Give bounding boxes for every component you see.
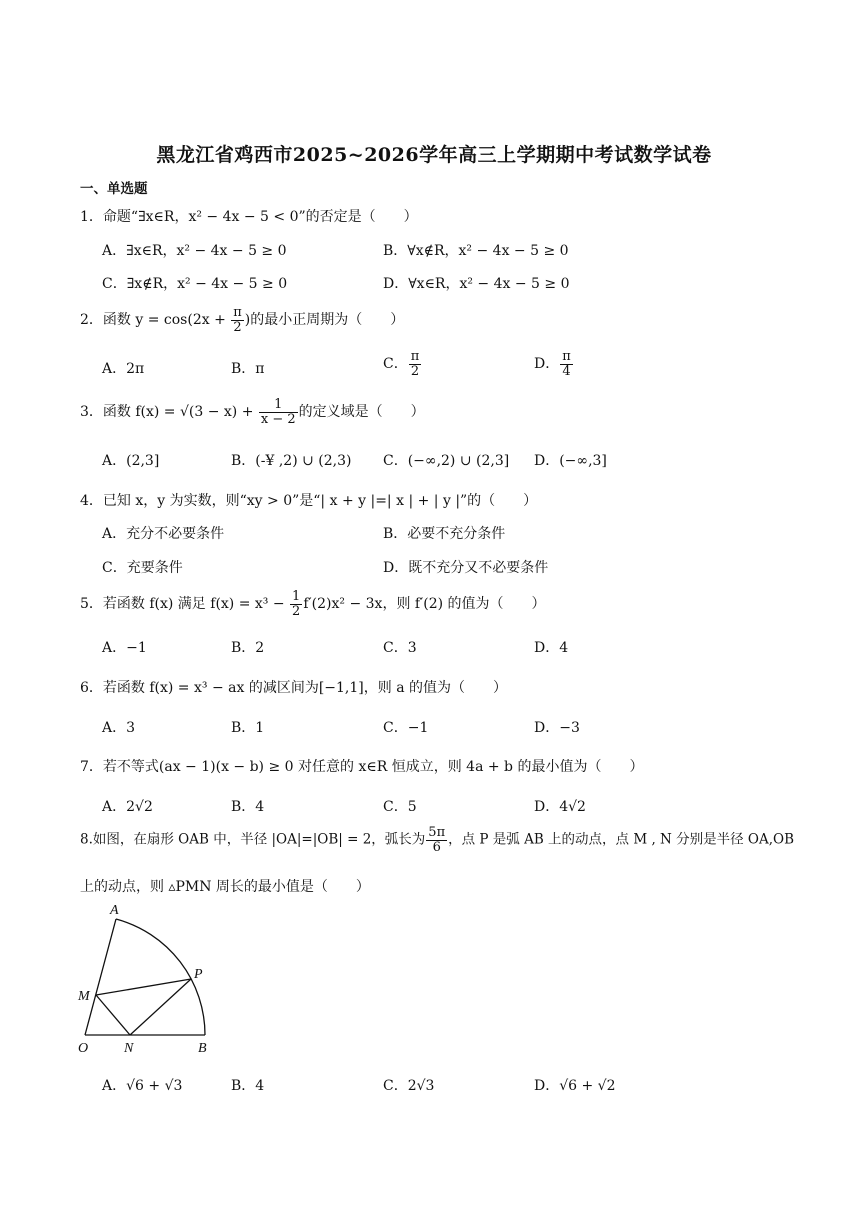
question-8-option-b: B．4 xyxy=(231,1078,265,1094)
question-6-option-d: D．−3 xyxy=(534,720,580,736)
option-d-fraction xyxy=(560,350,573,378)
fraction-numerator: 5π xyxy=(428,825,446,840)
question-4-option-b: B．必要不充分条件 xyxy=(383,526,506,542)
question-3-stem-post: 的定义域是（ ） xyxy=(298,404,425,421)
question-5-stem xyxy=(80,590,546,618)
section-heading: 一、单选题 xyxy=(80,181,148,197)
question-8-stem-post: ，点 P 是弧 AB 上的动点，点 M , N 分别是半径 OA,OB xyxy=(448,831,795,848)
question-3-stem xyxy=(80,398,425,426)
question-2-stem-pre: 2．函数 y = cos(2x + xyxy=(80,312,231,329)
label-n: N xyxy=(124,1041,134,1056)
label-b: B xyxy=(198,1041,207,1056)
question-8-stem-fraction xyxy=(426,826,447,854)
question-7-option-d: D．4√2 xyxy=(534,799,586,815)
question-4-option-a: A．充分不必要条件 xyxy=(102,526,225,542)
question-2-option-d xyxy=(534,350,574,378)
question-3-stem-fraction xyxy=(259,398,298,426)
question-3-option-c: C．(−∞,2) ∪ (2,3] xyxy=(383,453,510,469)
question-5-option-b: B．2 xyxy=(231,640,265,656)
question-3-stem-pre: 3．函数 f(x) = √(3 − x) + xyxy=(80,404,258,421)
question-4-option-c: C．充要条件 xyxy=(102,560,183,576)
fraction-denominator: 2 xyxy=(410,363,420,379)
question-6-stem: 6．若函数 f(x) = x³ − ax 的减区间为[−1,1]，则 a 的值为（ ） xyxy=(80,680,507,696)
fraction-denominator: x − 2 xyxy=(260,411,296,427)
question-6-option-a: A．3 xyxy=(102,720,136,736)
question-8-option-a: A．√6 + √3 xyxy=(102,1078,183,1094)
option-c-fraction xyxy=(409,350,422,378)
question-1-option-b: B．∀x∉R，x² − 4x − 5 ≥ 0 xyxy=(383,243,569,259)
question-8-option-c: C．2√3 xyxy=(383,1078,435,1094)
option-letter: D． xyxy=(534,356,560,373)
question-5-stem-post: f′(2)x² − 3x，则 f′(2) 的值为（ ） xyxy=(303,596,546,613)
fraction-numerator: π xyxy=(410,349,420,364)
label-a: A xyxy=(110,903,119,918)
question-2-option-a: A．2π xyxy=(102,361,145,377)
question-5-option-a: A．−1 xyxy=(102,640,147,656)
radius-oa-line xyxy=(85,919,116,1035)
fraction-numerator: 1 xyxy=(259,398,298,413)
question-8-stem-line2: 上的动点，则 ▵PMN 周长的最小值是（ ） xyxy=(80,879,370,895)
question-3-option-d: D．(−∞,3] xyxy=(534,453,607,469)
question-4-option-d: D．既不充分又不必要条件 xyxy=(383,560,549,576)
arc-ab xyxy=(116,919,205,1035)
fraction-denominator: 6 xyxy=(432,839,441,855)
question-8-stem xyxy=(80,826,794,854)
question-1-option-c: C．∃x∉R，x² − 4x − 5 ≥ 0 xyxy=(102,276,288,292)
question-2-stem-fraction xyxy=(231,306,244,334)
question-1-stem: 1．命题“∃x∈R，x² − 4x − 5 < 0”的否定是（ ） xyxy=(80,209,418,225)
label-p: P xyxy=(194,967,203,982)
fraction-denominator: 4 xyxy=(562,363,571,379)
question-7-stem: 7．若不等式(ax − 1)(x − b) ≥ 0 对任意的 x∈R 恒成立，则 4a + b 的最小值为（ ） xyxy=(80,759,644,775)
question-6-option-c: C．−1 xyxy=(383,720,429,736)
question-5-option-d: D．4 xyxy=(534,640,569,656)
question-7-option-c: C．5 xyxy=(383,799,417,815)
question-5-stem-fraction xyxy=(290,590,302,618)
question-8-option-d: D．√6 + √2 xyxy=(534,1078,616,1094)
question-8-stem-pre: 8.如图，在扇形 OAB 中，半径 |OA|=|OB| = 2，弧长为 xyxy=(80,831,426,848)
question-5-stem-pre: 5．若函数 f(x) 满足 f(x) = x³ − xyxy=(80,596,290,613)
segment-mn xyxy=(96,995,130,1035)
question-6-option-b: B．1 xyxy=(231,720,265,736)
label-m: M xyxy=(78,989,90,1004)
question-3-option-b: B．(-¥ ,2) ∪ (2,3) xyxy=(231,453,352,469)
question-2-option-c xyxy=(383,350,422,378)
fraction-denominator: 2 xyxy=(292,603,301,619)
question-7-option-b: B．4 xyxy=(231,799,265,815)
sector-figure xyxy=(70,900,220,1060)
fraction-numerator: π xyxy=(233,305,242,320)
question-1-option-a: A．∃x∈R，x² − 4x − 5 ≥ 0 xyxy=(102,243,287,259)
question-4-stem: 4．已知 x，y 为实数，则“xy > 0”是“| x + y |=| x | + | y |”的（ ） xyxy=(80,493,538,509)
label-o: O xyxy=(78,1041,89,1056)
option-letter: C． xyxy=(383,356,408,373)
fraction-numerator: 1 xyxy=(292,589,301,604)
question-7-option-a: A．2√2 xyxy=(102,799,153,815)
question-2-stem xyxy=(80,306,404,334)
fraction-numerator: π xyxy=(562,349,571,364)
question-5-option-c: C．3 xyxy=(383,640,417,656)
question-2-option-b: B．π xyxy=(231,361,265,377)
question-3-option-a: A．(2,3] xyxy=(102,453,160,469)
question-2-stem-post: )的最小正周期为（ ） xyxy=(244,312,405,329)
page-title: 黑龙江省鸡西市2025~2026学年高三上学期期中考试数学试卷 xyxy=(156,144,712,166)
question-1-option-d: D．∀x∈R，x² − 4x − 5 ≥ 0 xyxy=(383,276,570,292)
fraction-denominator: 2 xyxy=(233,319,242,335)
